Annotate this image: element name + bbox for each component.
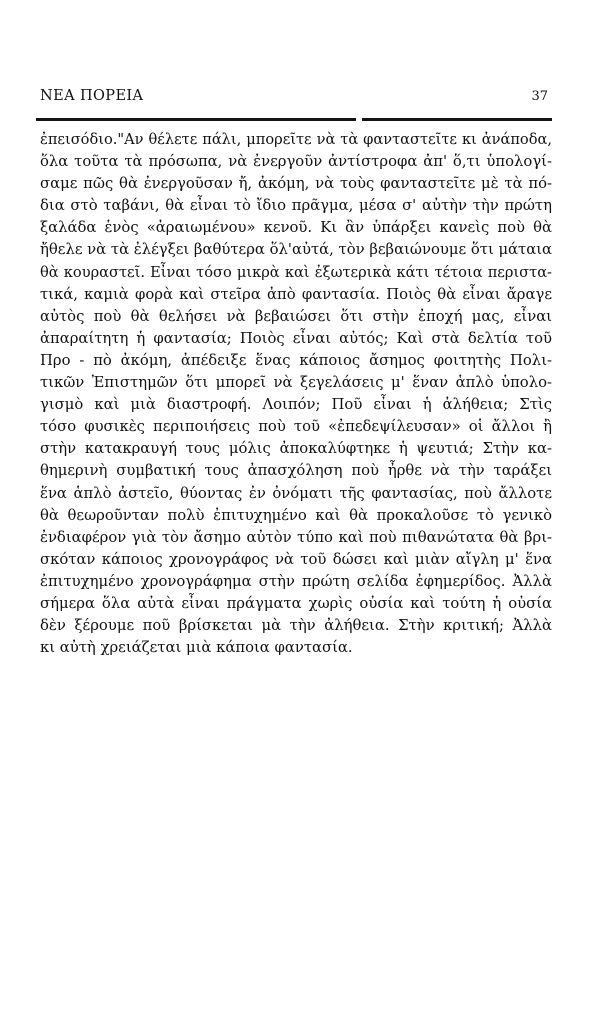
text-line: τόσο φυσικὲς περιποιήσεις ποὺ τοῦ «ἐπεδεψίλευσαν» οἱ ἄλλοι ἢ [40,418,552,436]
text-line-last: κι αὐτὴ χρειάζεται μιὰ κάποια φαντασία. [40,639,353,657]
text-line: θὰ θεωροῦνταν πολὺ ἐπιτυχημένο καὶ θὰ προκαλοῦσε τὸ γενικὸ [40,506,552,524]
text-line: ἀπαραίτητη ἡ φαντασία; Ποιὸς εἶναι αὐτός; Καὶ στὰ δελτία τοῦ [40,329,552,347]
text-line: ἐπεισόδιο."Αν θέλετε πάλι, μπορεῖτε νὰ τὰ φανταστεῖτε κι ἀνάποδα, [40,131,552,148]
text-line: ἕνα ἁπλὸ ἀστεῖο, θύοντας ἐν ὀνόματι τῆς φαντασίας, ποὺ ἄλλοτε [40,484,552,502]
header-rule [36,118,552,121]
page-number: 37 [531,89,548,104]
text-line: σαμε πῶς θὰ ἐνεργοῦσαν ἤ, ἀκόμη, νὰ τοὺς φανταστεῖτε μὲ τὰ πό- [40,175,552,193]
text-line: γισμὸ καὶ μιὰ διαστροφή. Λοιπόν; Ποῦ εἶναι ἡ ἀλήθεια; Στὶς [40,396,552,414]
running-head [40,88,548,110]
text-line: στὴν κατακραυγή τους μόλις ἀποκαλύφτηκε ἡ ψευτιά; Στὴν κα- [40,440,552,458]
text-line: τικά, καμιὰ φορὰ καὶ στεῖρα ἀπὸ φαντασία. Ποιὸς θὰ εἶναι ἄραγε [40,285,552,303]
text-line: τικῶν Ἐπιστημῶν ὅτι μπορεῖ νὰ ξεγελάσεις μ' ἕναν ἁπλὸ ὑπολο- [40,374,552,392]
text-line: θημερινὴ συμβατική τους ἀπασχόληση ποὺ ἦρθε νὰ τὴν ταράξει [40,462,552,480]
body-text [40,129,552,659]
text-line: σήμερα ὅλα αὐτὰ εἶναι πράγματα χωρὶς οὐσία καὶ τούτη ἡ οὐσία [40,594,552,612]
text-line: δὲν ξέρουμε ποῦ βρίσκεται μὰ τὴν ἀλήθεια. Στὴν κριτική; Ἀλλὰ [40,617,552,635]
text-line: ξαλάδα ἑνὸς «ἀραιωμένου» κενοῦ. Κι ἂν ὑπάρξει κανεὶς ποὺ θὰ [40,219,552,237]
journal-title: ΝΕΑ ΠΟΡΕΙΑ [40,88,144,104]
text-line: ὅλα τοῦτα τὰ πρόσωπα, νὰ ἐνεργοῦν ἀντίστροφα ἀπ' ὅ,τι ὑπολογί- [40,153,552,171]
text-line: ἤθελε νὰ τὰ ἐλέγξει βαθύτερα ὅλ'αὐτά, τὸν βεβαιώνουμε ὅτι μάταια [40,241,553,259]
header-rule-left [36,118,356,121]
text-line: ἐπιτυχημένο χρονογράφημα στὴν πρώτη σελίδα ἐφημερίδος. Ἀλλὰ [40,572,552,590]
text-line: αὐτὸς ποὺ θὰ θελήσει νὰ βεβαιώσει ὅτι στὴν ἐποχή μας, εἶναι [40,307,552,325]
header-rule-right [362,118,552,121]
text-line: σκόταν κάποιος χρονογράφος νὰ τοῦ δώσει καὶ μιὰν αἴγλη μ' ἕνα [40,550,552,568]
text-line: θὰ κουραστεῖ. Εἶναι τόσο μικρὰ καὶ ἐξωτερικὰ κάτι τέτοια περιστα- [40,263,552,281]
text-line: ἐνδιαφέρον γιὰ τὸν ἄσημο αὐτὸν τύπο καὶ ποὺ πιθανώτατα θὰ βρι- [40,528,552,546]
text-line: δια στὸ ταβάνι, θὰ εἶναι τὸ ἴδιο πρᾶγμα, μέσα σ' αὐτὴν τὴν πρώτη [40,197,552,215]
text-line: Προ - πὸ ἀκόμη, ἀπέδειξε ἕνας κάποιος ἄσημος φοιτητὴς Πολι- [40,351,552,369]
